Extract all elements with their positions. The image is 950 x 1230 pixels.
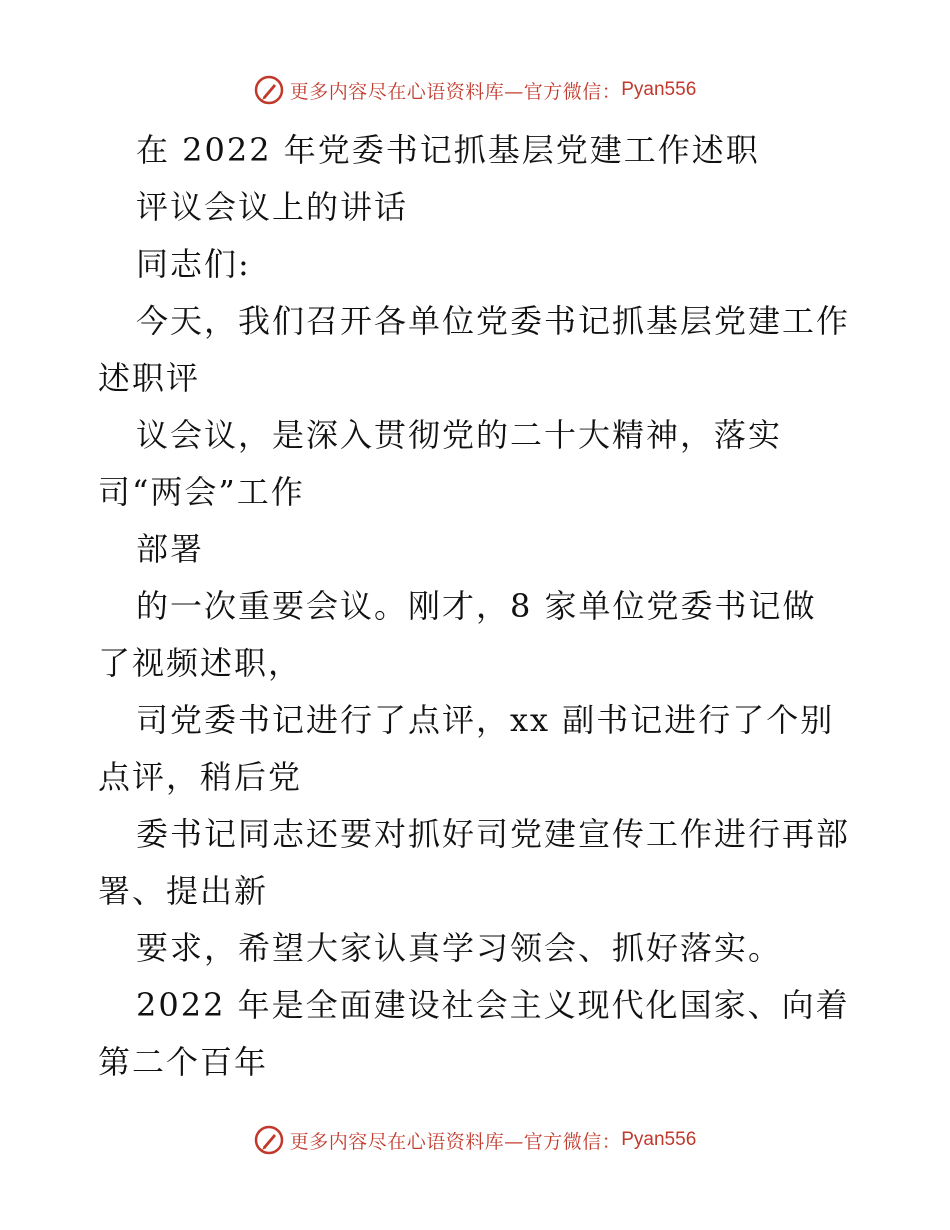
title-line-2: 评议会议上的讲话 [136,188,409,226]
watermark-id: Pyan556 [621,1129,697,1150]
document-body [98,122,858,1091]
body-line: 述职评 [98,359,201,397]
body-line: 点评，稍后党 [98,758,303,796]
body-line: 今天，我们召开各单位党委书记抓基层党建工作 [136,302,851,340]
body-line: 的一次重要会议。刚才，8 家单位党委书记做 [136,587,817,625]
body-line: 要求，希望大家认真学习领会、抓好落实。 [136,929,783,967]
body-line: 司党委书记进行了点评，xx 副书记进行了个别 [136,701,835,739]
title-line-1: 在 2022 年党委书记抓基层党建工作述职 [136,131,760,169]
watermark-text: 更多内容尽在心语资料库—官方微信： [289,80,622,103]
body-line: 2022 年是全面建设社会主义现代化国家、向着 [136,986,850,1024]
body-line: 署、提出新 [98,872,269,910]
watermark-banner-bottom [0,1120,950,1160]
body-line: 了视频述职， [98,644,303,682]
body-line: 部署 [136,530,205,568]
body-line: 第二个百年 [98,1043,269,1081]
body-line: 司“两会”工作 [98,473,305,511]
quill-pen-circle-icon [254,1125,284,1155]
watermark-banner-top [0,70,950,110]
watermark-id: Pyan556 [621,79,697,100]
quill-pen-circle-icon [254,75,284,105]
salutation: 同志们: [136,245,251,283]
body-line: 委书记同志还要对抓好司党建宣传工作进行再部 [136,815,851,853]
body-line: 议会议，是深入贯彻党的二十大精神，落实 [136,416,783,454]
watermark-text: 更多内容尽在心语资料库—官方微信： [289,1130,622,1153]
